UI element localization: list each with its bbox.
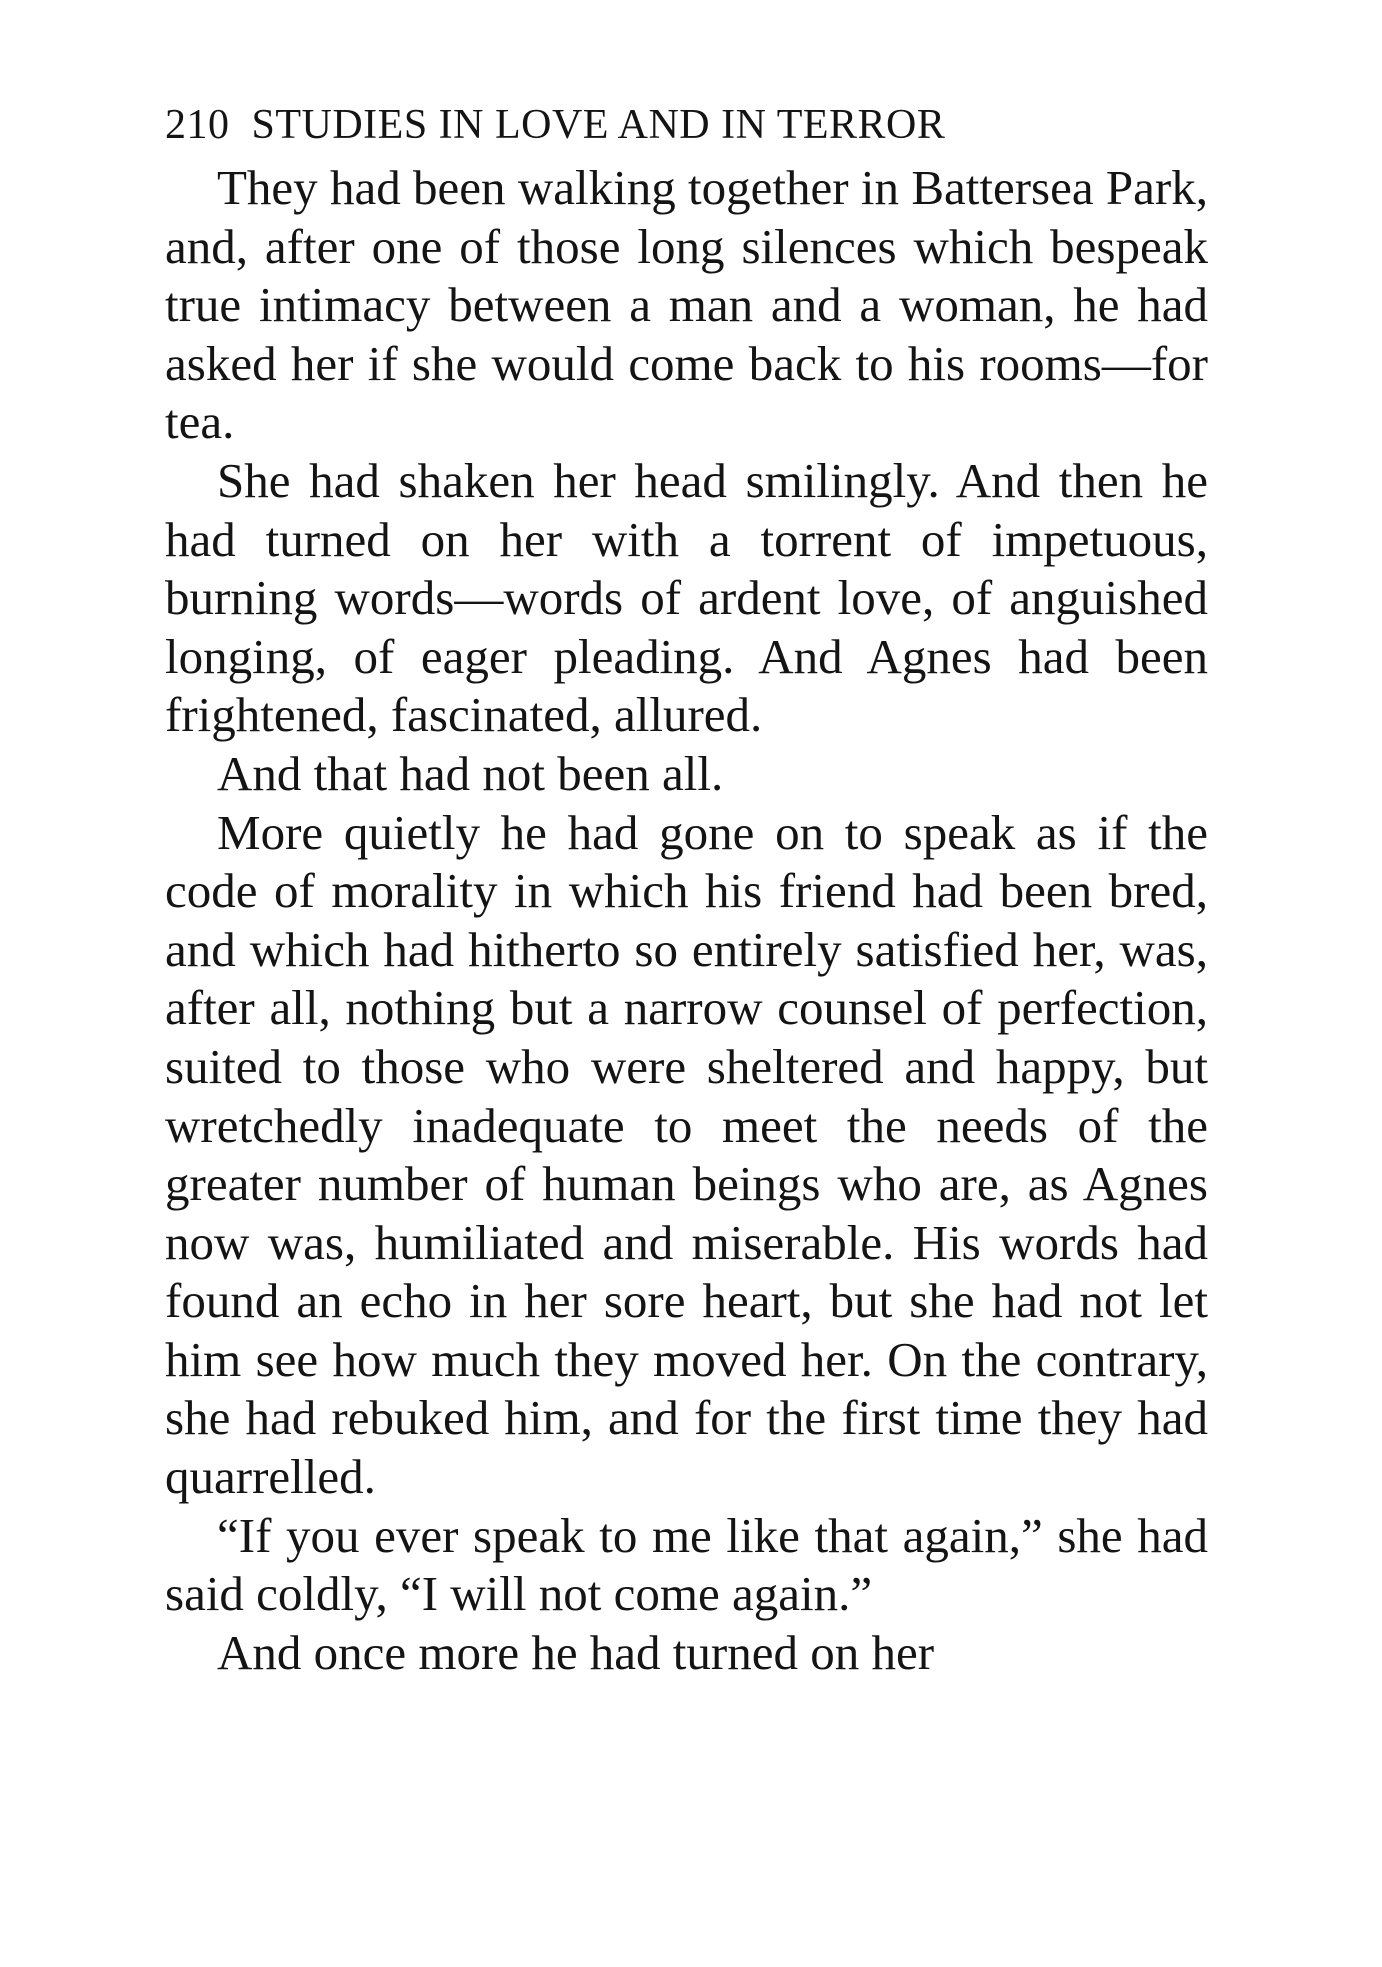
paragraph: And that had not been all. — [217, 745, 724, 801]
paragraph: They had been walking together in Battersea Park, and, after one of those long silences which bespeak true intimacy between a man and a woman, he had asked her if she would come back to his rooms—for tea. — [165, 160, 1208, 450]
body-text — [165, 159, 1208, 1682]
paragraph: She had shaken her head smilingly. And then he had turned on her with a torrent of impetuous, burning words—words of ardent love, of anguished longing, of eager pleading. And Agnes had been frightened, fascinated, allured. — [165, 452, 1208, 743]
paragraph: “If you ever speak to me like that again,” she had said coldly, “I will not come again.” — [165, 1507, 1208, 1622]
book-page — [165, 95, 1208, 1682]
page-number: 210 — [165, 102, 230, 148]
paragraph-continued: And once more he had turned on her — [217, 1624, 935, 1680]
paragraph: More quietly he had gone on to speak as if the code of morality in which his friend had been bred, and which had hitherto so entirely satisfied her, was, after all, nothing but a narrow counsel of perfection, suited to those who were sheltered and happy, but wretchedly inadequate to meet the needs of the greater number of human beings who are, as Agnes now was, humiliated and miserable. His words had found an echo in her sore heart, but she had not let him see how much they moved her. On the contrary, she had rebuked him, and for the first time they had quarrelled. — [165, 804, 1208, 1505]
running-header — [165, 95, 1208, 159]
running-title: STUDIES IN LOVE AND IN TERROR — [251, 102, 946, 148]
